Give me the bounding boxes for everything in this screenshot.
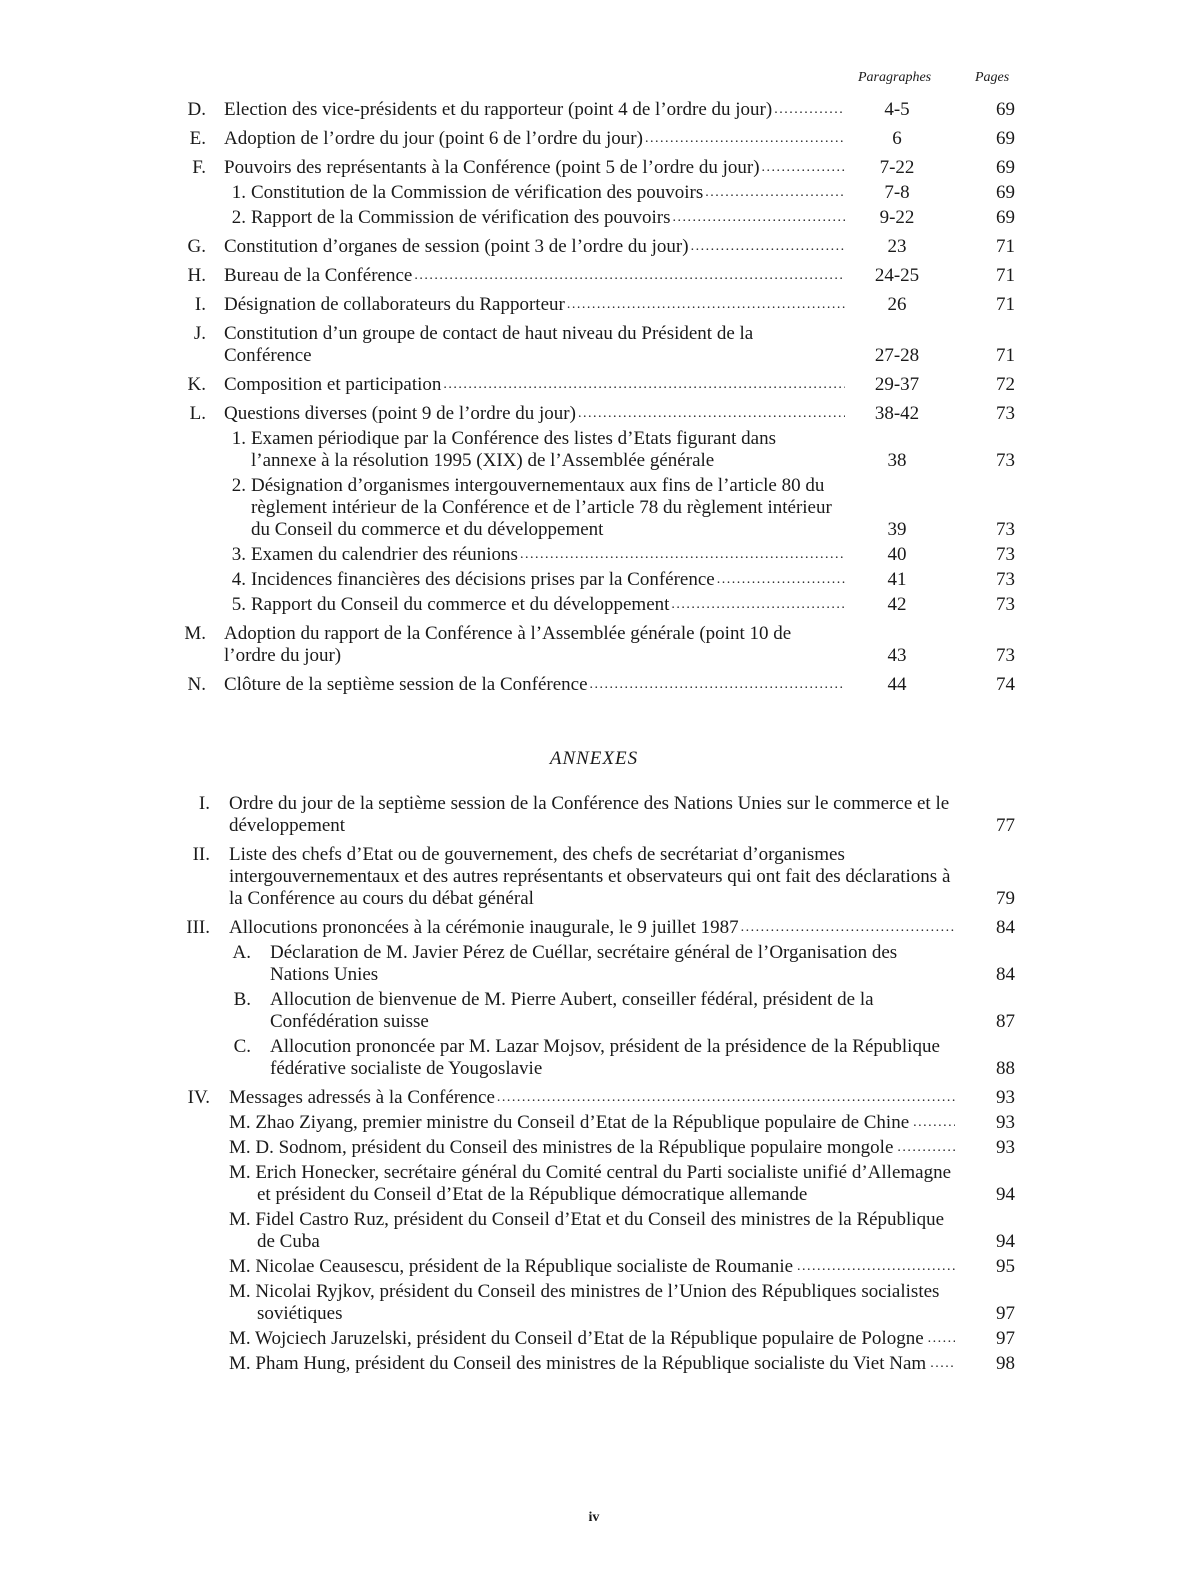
toc-entry (0, 323, 1188, 367)
toc-entry (0, 236, 1188, 258)
toc-entry (0, 569, 1188, 591)
toc-entry-page: 98 (996, 1353, 1015, 1374)
toc-entry-title: M. Wojciech Jaruzelski, président du Conseil d’Etat de la République populaire de Pologne (229, 1328, 924, 1349)
toc-entry-page: 94 (996, 1184, 1015, 1205)
toc-entry-page: 97 (996, 1328, 1015, 1349)
toc-entry-title: Déclaration de M. Javier Pérez de Cuéllar, secrétaire général de l’Organisation des Nations Unies (270, 942, 898, 985)
toc-entry-title: Rapport du Conseil du commerce et du développement (251, 594, 670, 615)
toc-entry-title: Messages adressés à la Conférence (229, 1087, 495, 1108)
toc-entry (0, 475, 1188, 541)
toc-entry-page: 95 (996, 1256, 1015, 1277)
leader-dots (691, 236, 845, 258)
toc-entry-page: 69 (996, 207, 1015, 228)
toc-entry (0, 99, 1188, 121)
toc-entry-label: II. (192, 844, 210, 865)
toc-entry-title: Composition et participation (224, 374, 442, 395)
toc-entry-title: M. D. Sodnom, président du Conseil des ministres de la République populaire mongole (229, 1137, 894, 1158)
leader-dots (443, 374, 845, 396)
toc-entry-title: M. Pham Hung, président du Conseil des ministres de la République socialiste du Viet Nam (229, 1353, 927, 1374)
toc-entry-label: G. (187, 236, 206, 257)
leader-dots (645, 128, 845, 150)
toc-entry-page: 93 (996, 1137, 1015, 1158)
toc-entry (0, 623, 1188, 667)
toc-entry-page: 73 (996, 450, 1015, 471)
toc-entry-title: Constitution d’organes de session (point 3 de l’ordre du jour) (224, 236, 689, 257)
column-header-pages: Pages (975, 70, 1010, 85)
toc-entry-paragraphs: 27-28 (874, 345, 920, 366)
toc-entry (0, 674, 1188, 696)
toc-entry (0, 1281, 1188, 1325)
toc-entry-title: Examen périodique par la Conférence des listes d’Etats figurant dans l’annexe à la résolution 1995 (XIX) de l’Assemblée générale (251, 428, 776, 471)
toc-entry-paragraphs: 42 (887, 594, 907, 615)
toc-entry-title: M. Nicolae Ceausescu, président de la République socialiste de Roumanie (229, 1256, 794, 1277)
toc-entry (0, 403, 1188, 425)
toc-entry-paragraphs: 38-42 (874, 403, 920, 424)
toc-entry-title: Pouvoirs des représentants à la Conférence (point 5 de l’ordre du jour) (224, 157, 760, 178)
table-of-contents-main (0, 99, 1188, 696)
toc-entry (0, 157, 1188, 179)
toc-entry-page: 73 (996, 645, 1015, 666)
toc-entry-paragraphs: 23 (887, 236, 907, 257)
toc-entry-paragraphs: 43 (887, 645, 907, 666)
toc-entry-paragraphs: 26 (887, 294, 907, 315)
toc-entry (0, 207, 1188, 229)
toc-entry-title: Adoption du rapport de la Conférence à l’Assemblée générale (point 10 de l’ordre du jour) (224, 623, 792, 666)
leader-dots (673, 207, 845, 229)
leader-dots (774, 99, 845, 121)
toc-entry-paragraphs: 4-5 (884, 99, 910, 120)
toc-entry-title: Adoption de l’ordre du jour (point 6 de l’ordre du jour) (224, 128, 643, 149)
toc-entry-title: Allocutions prononcées à la cérémonie inaugurale, le 9 juillet 1987 (229, 917, 739, 938)
toc-entry-page: 71 (996, 265, 1015, 286)
toc-entry-title: Désignation de collaborateurs du Rapporteur (224, 294, 565, 315)
toc-entry-label: 3. (231, 544, 246, 565)
toc-entry-page: 77 (996, 815, 1015, 836)
leader-dots (520, 544, 845, 566)
leader-dots (795, 1256, 955, 1278)
toc-entry-title: M. Fidel Castro Ruz, président du Conseil d’Etat et du Conseil des ministres de la République de Cuba (229, 1209, 945, 1252)
toc-entry-label: H. (187, 265, 206, 286)
toc-entry-title: Désignation d’organismes intergouvernementaux aux fins de l’article 80 du règlement intérieur de la Conférence et de l’article 78 du règlement intérieur du Conseil du commerce et du développement (251, 475, 832, 540)
toc-entry-page: 94 (996, 1231, 1015, 1252)
toc-entry-page: 69 (996, 157, 1015, 178)
toc-entry-title: Clôture de la septième session de la Conférence (224, 674, 588, 695)
toc-entry (0, 128, 1188, 150)
toc-entry-label: D. (187, 99, 206, 120)
toc-entry-page: 73 (996, 569, 1015, 590)
toc-entry-page: 73 (996, 519, 1015, 540)
toc-entry-page: 73 (996, 544, 1015, 565)
toc-entry-label: L. (189, 403, 206, 424)
toc-entry-page: 93 (996, 1087, 1015, 1108)
toc-entry (0, 374, 1188, 396)
toc-entry-label: A. (232, 942, 251, 963)
table-of-contents-annexes (0, 793, 1188, 1375)
toc-entry-label: 1. (231, 182, 246, 203)
toc-entry (0, 1137, 1188, 1159)
toc-entry-label: K. (187, 374, 206, 395)
toc-entry-label: C. (233, 1036, 251, 1057)
toc-entry (0, 1112, 1188, 1134)
toc-entry-title: Bureau de la Conférence (224, 265, 413, 286)
toc-entry-page: 84 (996, 964, 1015, 985)
leader-dots (762, 157, 845, 179)
annexes-heading: ANNEXES (549, 748, 639, 769)
toc-entry-title: Incidences financières des décisions prises par la Conférence (251, 569, 715, 590)
leader-dots (911, 1112, 955, 1134)
toc-entry-page: 97 (996, 1303, 1015, 1324)
leader-dots (497, 1087, 955, 1109)
toc-entry-title: Constitution d’un groupe de contact de haut niveau du Président de la Conférence (224, 323, 754, 366)
toc-entry-page: 84 (996, 917, 1015, 938)
page-number: iv (588, 1510, 600, 1525)
toc-entry-title: Questions diverses (point 9 de l’ordre du jour) (224, 403, 576, 424)
toc-entry-page: 71 (996, 294, 1015, 315)
toc-entry (0, 917, 1188, 939)
toc-entry (0, 1256, 1188, 1278)
toc-entry-paragraphs: 41 (887, 569, 907, 590)
toc-entry (0, 1036, 1188, 1080)
toc-entry (0, 989, 1188, 1033)
toc-entry (0, 428, 1188, 472)
toc-entry-title: Ordre du jour de la septième session de la Conférence des Nations Unies sur le commerce et le développement (229, 793, 950, 836)
toc-entry (0, 793, 1188, 837)
toc-entry (0, 844, 1188, 910)
toc-entry-label: I. (198, 793, 210, 814)
toc-entry-page: 69 (996, 128, 1015, 149)
toc-entry-title: Allocution de bienvenue de M. Pierre Aubert, conseiller fédéral, président de la Confédération suisse (270, 989, 874, 1032)
toc-entry-page: 72 (996, 374, 1015, 395)
toc-entry-page: 73 (996, 594, 1015, 615)
toc-entry (0, 265, 1188, 287)
toc-entry-title: Rapport de la Commission de vérification des pouvoirs (251, 207, 671, 228)
toc-entry-page: 87 (996, 1011, 1015, 1032)
toc-entry-title: M. Nicolai Ryjkov, président du Conseil des ministres de l’Union des Républiques socialistes soviétiques (229, 1281, 940, 1324)
toc-entry-label: IV. (187, 1087, 210, 1108)
toc-entry-label: N. (187, 674, 206, 695)
toc-entry (0, 594, 1188, 616)
toc-entry (0, 1162, 1188, 1206)
toc-entry (0, 294, 1188, 316)
column-header-paragraphs: Paragraphes (858, 70, 932, 85)
toc-entry (0, 544, 1188, 566)
toc-entry (0, 1209, 1188, 1253)
toc-entry-title: Allocution prononcée par M. Lazar Mojsov, président de la présidence de la République fédérative socialiste de Yougoslavie (270, 1036, 940, 1079)
toc-entry-label: III. (186, 917, 210, 938)
leader-dots (741, 917, 955, 939)
toc-entry-paragraphs: 7-8 (884, 182, 910, 203)
toc-entry-label: 5. (231, 594, 246, 615)
leader-dots (705, 182, 845, 204)
toc-entry-label: 1. (231, 428, 246, 449)
leader-dots (414, 265, 845, 287)
toc-entry-page: 79 (996, 888, 1015, 909)
toc-entry-title: Constitution de la Commission de vérification des pouvoirs (251, 182, 704, 203)
leader-dots (717, 569, 845, 591)
toc-entry-label: I. (194, 294, 206, 315)
toc-entry-page: 71 (996, 345, 1015, 366)
leader-dots (567, 294, 845, 316)
toc-entry-paragraphs: 38 (887, 450, 907, 471)
leader-dots (928, 1353, 955, 1375)
toc-entry-label: 4. (231, 569, 246, 590)
toc-entry-page: 69 (996, 99, 1015, 120)
toc-entry-page: 88 (996, 1058, 1015, 1079)
toc-entry-page: 93 (996, 1112, 1015, 1133)
toc-entry-title: Election des vice-présidents et du rapporteur (point 4 de l’ordre du jour) (224, 99, 773, 120)
toc-entry-page: 69 (996, 182, 1015, 203)
toc-entry-label: F. (192, 157, 206, 178)
toc-entry-title: Liste des chefs d’Etat ou de gouvernement, des chefs de secrétariat d’organismes intergouvernementaux et des autres représentants et observateurs qui ont fait des déclarations à la Conférence au cours du débat général (229, 844, 951, 909)
leader-dots (926, 1328, 955, 1350)
toc-entry-label: B. (233, 989, 251, 1010)
toc-entry-label: 2. (231, 207, 246, 228)
toc-entry-paragraphs: 44 (887, 674, 907, 695)
toc-entry-paragraphs: 7-22 (879, 157, 915, 178)
toc-entry-label: E. (189, 128, 206, 149)
toc-entry (0, 1353, 1188, 1375)
toc-entry (0, 942, 1188, 986)
toc-entry-paragraphs: 24-25 (874, 265, 920, 286)
toc-entry-label: 2. (231, 475, 246, 496)
toc-entry-paragraphs: 40 (887, 544, 907, 565)
leader-dots (671, 594, 845, 616)
toc-entry-page: 74 (996, 674, 1015, 695)
toc-entry-paragraphs: 6 (892, 128, 902, 149)
toc-entry-page: 71 (996, 236, 1015, 257)
toc-entry (0, 182, 1188, 204)
toc-entry-label: J. (193, 323, 206, 344)
leader-dots (590, 674, 845, 696)
toc-entry-page: 73 (996, 403, 1015, 424)
toc-entry-paragraphs: 9-22 (879, 207, 915, 228)
toc-entry-title: M. Erich Honecker, secrétaire général du Comité central du Parti socialiste unifié d’Allemagne et président du Conseil d’Etat de la République démocratique allemande (229, 1162, 952, 1205)
toc-entry (0, 1328, 1188, 1350)
toc-entry-title: M. Zhao Ziyang, premier ministre du Conseil d’Etat de la République populaire de Chine (229, 1112, 910, 1133)
toc-entry (0, 1087, 1188, 1109)
leader-dots (895, 1137, 955, 1159)
toc-entry-label: M. (184, 623, 206, 644)
leader-dots (578, 403, 845, 425)
toc-entry-paragraphs: 39 (887, 519, 907, 540)
toc-entry-paragraphs: 29-37 (874, 374, 920, 395)
toc-entry-title: Examen du calendrier des réunions (251, 544, 518, 565)
